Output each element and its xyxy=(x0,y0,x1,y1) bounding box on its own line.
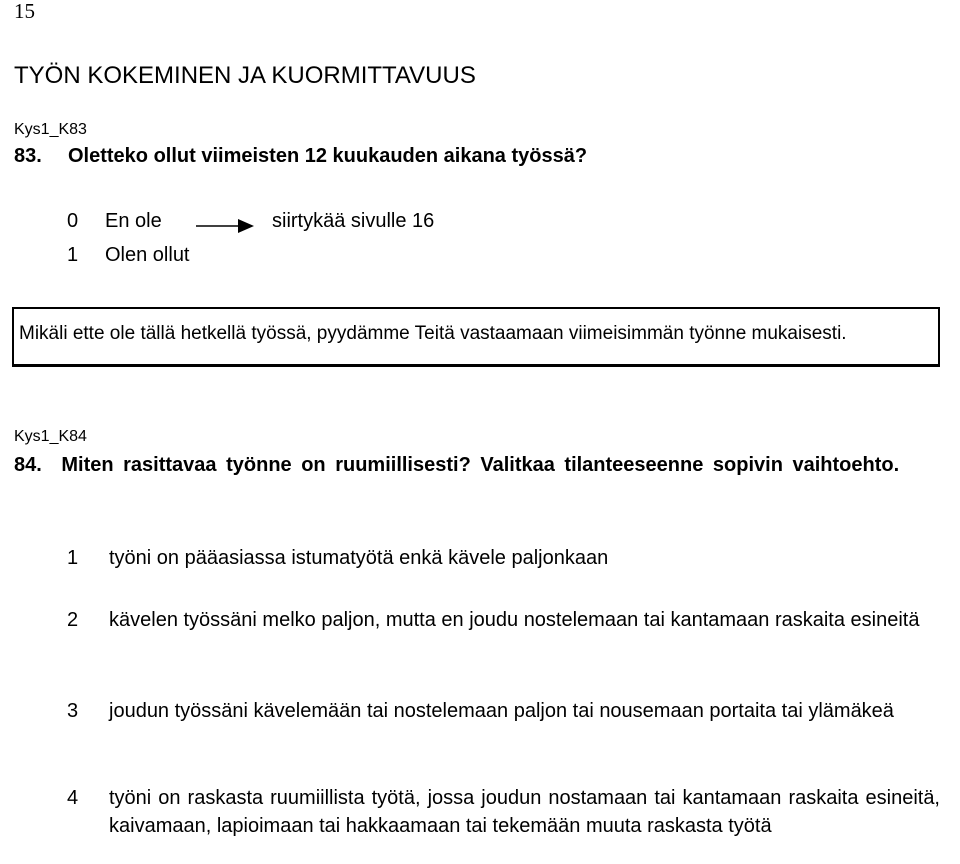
option-code: 1 xyxy=(67,547,79,569)
question-number: 84. xyxy=(14,454,42,476)
option-label: En ole xyxy=(105,210,162,232)
option-label: kävelen työssäni melko paljon, mutta en joudu nostelemaan tai kantamaan raskaita esineitä xyxy=(109,609,920,631)
question-text: Miten rasittavaa työnne on ruumiillisesti? Valitkaa tilanteeseenne sopivin vaihtoehto. xyxy=(61,454,900,476)
question-text: Oletteko ollut viimeisten 12 kuukauden aikana työssä? xyxy=(68,145,588,167)
option-label: Olen ollut xyxy=(105,244,190,266)
skip-instruction: siirtykää sivulle 16 xyxy=(272,210,435,232)
notice-text: Mikäli ette ole tällä hetkellä työssä, pyydämme Teitä vastaamaan viimeisimmän työnne mukaisesti. xyxy=(19,323,847,344)
option-code: 4 xyxy=(67,787,79,809)
option-code: 2 xyxy=(67,609,79,631)
option-label: työni on pääasiassa istumatyötä enkä kävele paljonkaan xyxy=(109,547,609,569)
question-83 xyxy=(14,145,587,168)
answer-option-2[interactable] xyxy=(67,606,940,634)
answer-option-3[interactable] xyxy=(67,697,940,725)
notice-box xyxy=(12,307,940,367)
option-label: työni on raskasta ruumiillista työtä, jossa joudun nostamaan tai kantamaan raskaita esineitä, kaivamaan, lapioimaan tai hakkaamaan tai tekemään muuta raskasta työtä xyxy=(109,787,940,837)
answer-option-0[interactable] xyxy=(67,210,162,233)
question-number: 83. xyxy=(14,145,42,167)
answer-option-4[interactable] xyxy=(67,784,940,840)
option-label: joudun työssäni kävelemään tai nostelemaan paljon tai nousemaan portaita tai ylämäkeä xyxy=(109,700,894,722)
answer-option-1[interactable] xyxy=(67,244,190,267)
option-code: 1 xyxy=(67,244,79,266)
page-number: 15 xyxy=(14,0,35,23)
option-code: 3 xyxy=(67,700,79,722)
question-code-k83: Kys1_K83 xyxy=(14,121,87,138)
arrow-right-icon xyxy=(196,215,256,237)
option-code: 0 xyxy=(67,210,79,232)
answer-option-1[interactable] xyxy=(67,544,940,572)
question-code-k84: Kys1_K84 xyxy=(14,428,87,445)
section-title: TYÖN KOKEMINEN JA KUORMITTAVUUS xyxy=(14,62,476,89)
question-84 xyxy=(14,452,938,479)
